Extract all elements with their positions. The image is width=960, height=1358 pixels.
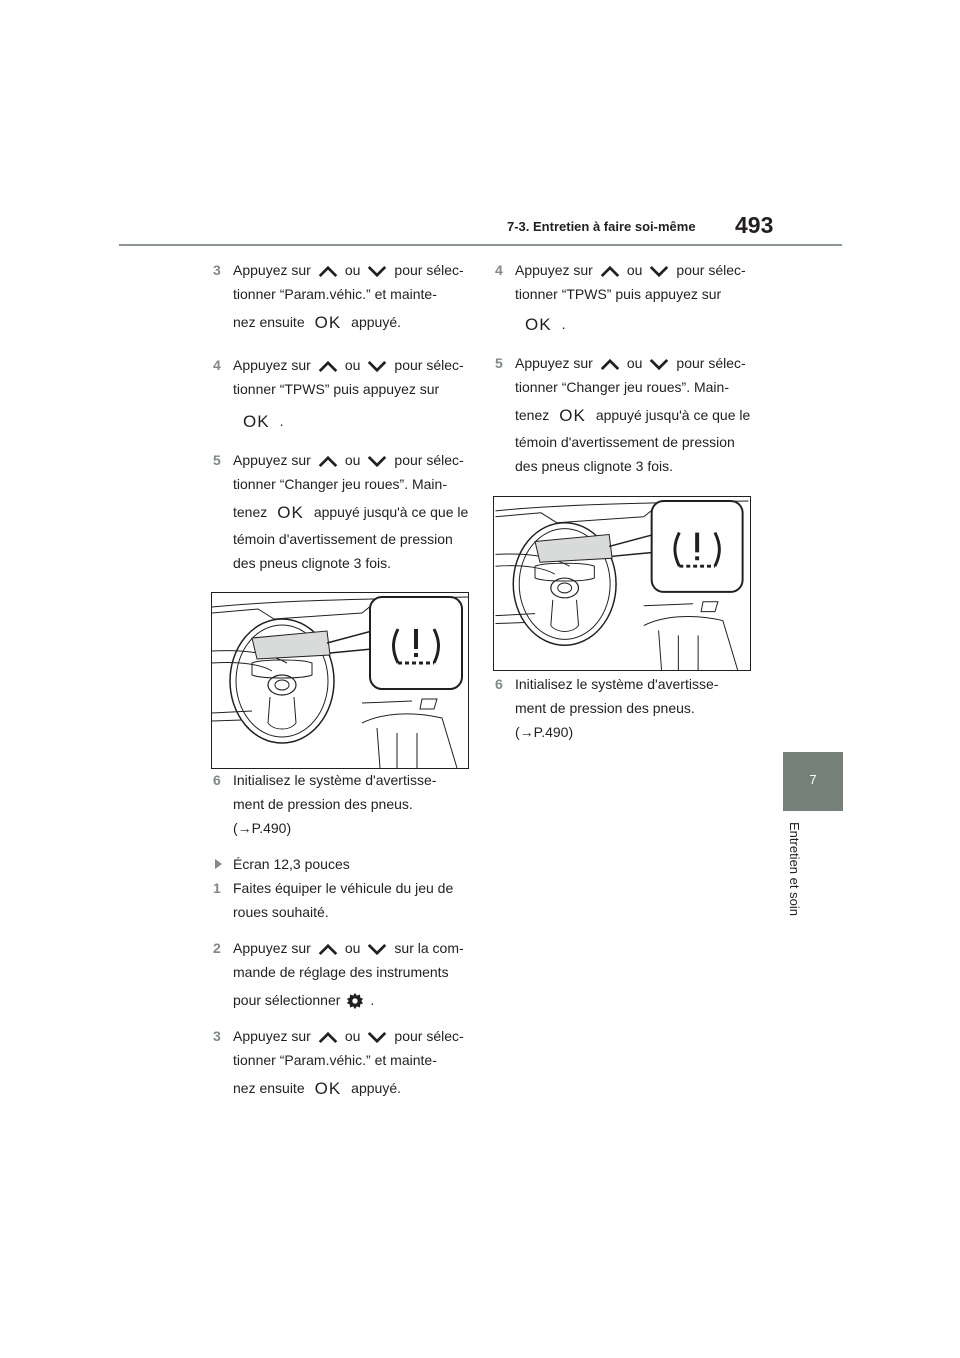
arrow-icon: → xyxy=(519,724,534,740)
step-4-right: 4 Appuyez sur ou pour sélec- tionner “TPWS” puis appuyez sur OK . xyxy=(493,258,773,337)
chevron-down-icon xyxy=(366,360,388,373)
page-number: 493 xyxy=(735,212,774,238)
step-6: 6 Initialisez le système d'avertisse- ment de pression des pneus. (→P.490) xyxy=(211,768,491,840)
step-number: 1 xyxy=(213,880,221,896)
step-2: 2 Appuyez sur ou sur la com- mande de réglage des instruments pour sélectionner . xyxy=(211,936,491,1012)
chapter-label: Entretien et soin xyxy=(787,822,802,916)
chevron-down-icon xyxy=(648,358,670,371)
chevron-down-icon xyxy=(366,265,388,278)
left-column-top xyxy=(211,258,491,575)
step-5: 5 Appuyez sur ou pour sélec- tionner “Changer jeu roues”. Main- tenez OK appuyé jusqu'à ce que le témoin d'avertissement de pression des pneus clignote 3 fois. xyxy=(211,448,491,575)
step-6-right: 6 Initialisez le système d'avertisse- ment de pression des pneus. (→P.490) xyxy=(493,672,773,744)
tpws-illustration-right xyxy=(493,496,751,671)
chevron-down-icon xyxy=(366,943,388,956)
ok-icon: OK xyxy=(243,412,270,431)
chevron-up-icon xyxy=(317,455,339,468)
step-3-bottom: 3 Appuyez sur ou pour sélec- tionner “Param.véhic.” et mainte- nez ensuite OK appuyé. xyxy=(211,1024,491,1101)
step-3: 3 Appuyez sur ou pour sélec- tionner “Param.véhic.” et mainte- nez ensuite OK appuyé. xyxy=(211,258,491,335)
step-number: 4 xyxy=(495,262,503,278)
tpws-illustration-left xyxy=(211,592,469,769)
ok-icon: OK xyxy=(314,313,342,332)
step-number: 5 xyxy=(213,452,221,468)
gear-icon xyxy=(346,992,364,1010)
right-column-top xyxy=(493,258,773,478)
chevron-down-icon xyxy=(366,1031,388,1044)
chevron-up-icon xyxy=(599,358,621,371)
triangle-bullet-icon xyxy=(215,859,222,869)
step-number: 6 xyxy=(213,772,221,788)
chevron-up-icon xyxy=(317,265,339,278)
screen-subheading: Écran 12,3 pouces xyxy=(211,852,491,876)
chevron-down-icon xyxy=(648,265,670,278)
ok-icon: OK xyxy=(277,503,304,522)
step-1: 1 Faites équiper le véhicule du jeu de roues souhaité. xyxy=(211,876,491,924)
step-5-right: 5 Appuyez sur ou pour sélec- tionner “Changer jeu roues”. Main- tenez OK appuyé jusqu'à ce que le témoin d'avertissement de pression des pneus clignote 3 fois. xyxy=(493,351,773,478)
section-title: 7-3. Entretien à faire soi-même xyxy=(507,219,696,234)
ok-icon: OK xyxy=(314,1079,342,1098)
step-number: 3 xyxy=(213,1028,221,1044)
chevron-up-icon xyxy=(317,1031,339,1044)
header-divider xyxy=(119,244,842,246)
left-column-bottom xyxy=(211,768,491,1101)
step-number: 3 xyxy=(213,262,221,278)
chevron-down-icon xyxy=(366,455,388,468)
step-number: 2 xyxy=(213,940,221,956)
ok-icon: OK xyxy=(559,406,586,425)
step-number: 6 xyxy=(495,676,503,692)
ok-icon: OK xyxy=(525,315,552,334)
step-number: 5 xyxy=(495,355,503,371)
chevron-up-icon xyxy=(599,265,621,278)
step-number: 4 xyxy=(213,357,221,373)
chevron-up-icon xyxy=(317,943,339,956)
arrow-icon: → xyxy=(237,820,252,836)
step-4: 4 Appuyez sur ou pour sélec- tionner “TPWS” puis appuyez sur OK . xyxy=(211,353,491,434)
right-column-bottom xyxy=(493,672,773,744)
chapter-number: 7 xyxy=(809,772,817,787)
chevron-up-icon xyxy=(317,360,339,373)
